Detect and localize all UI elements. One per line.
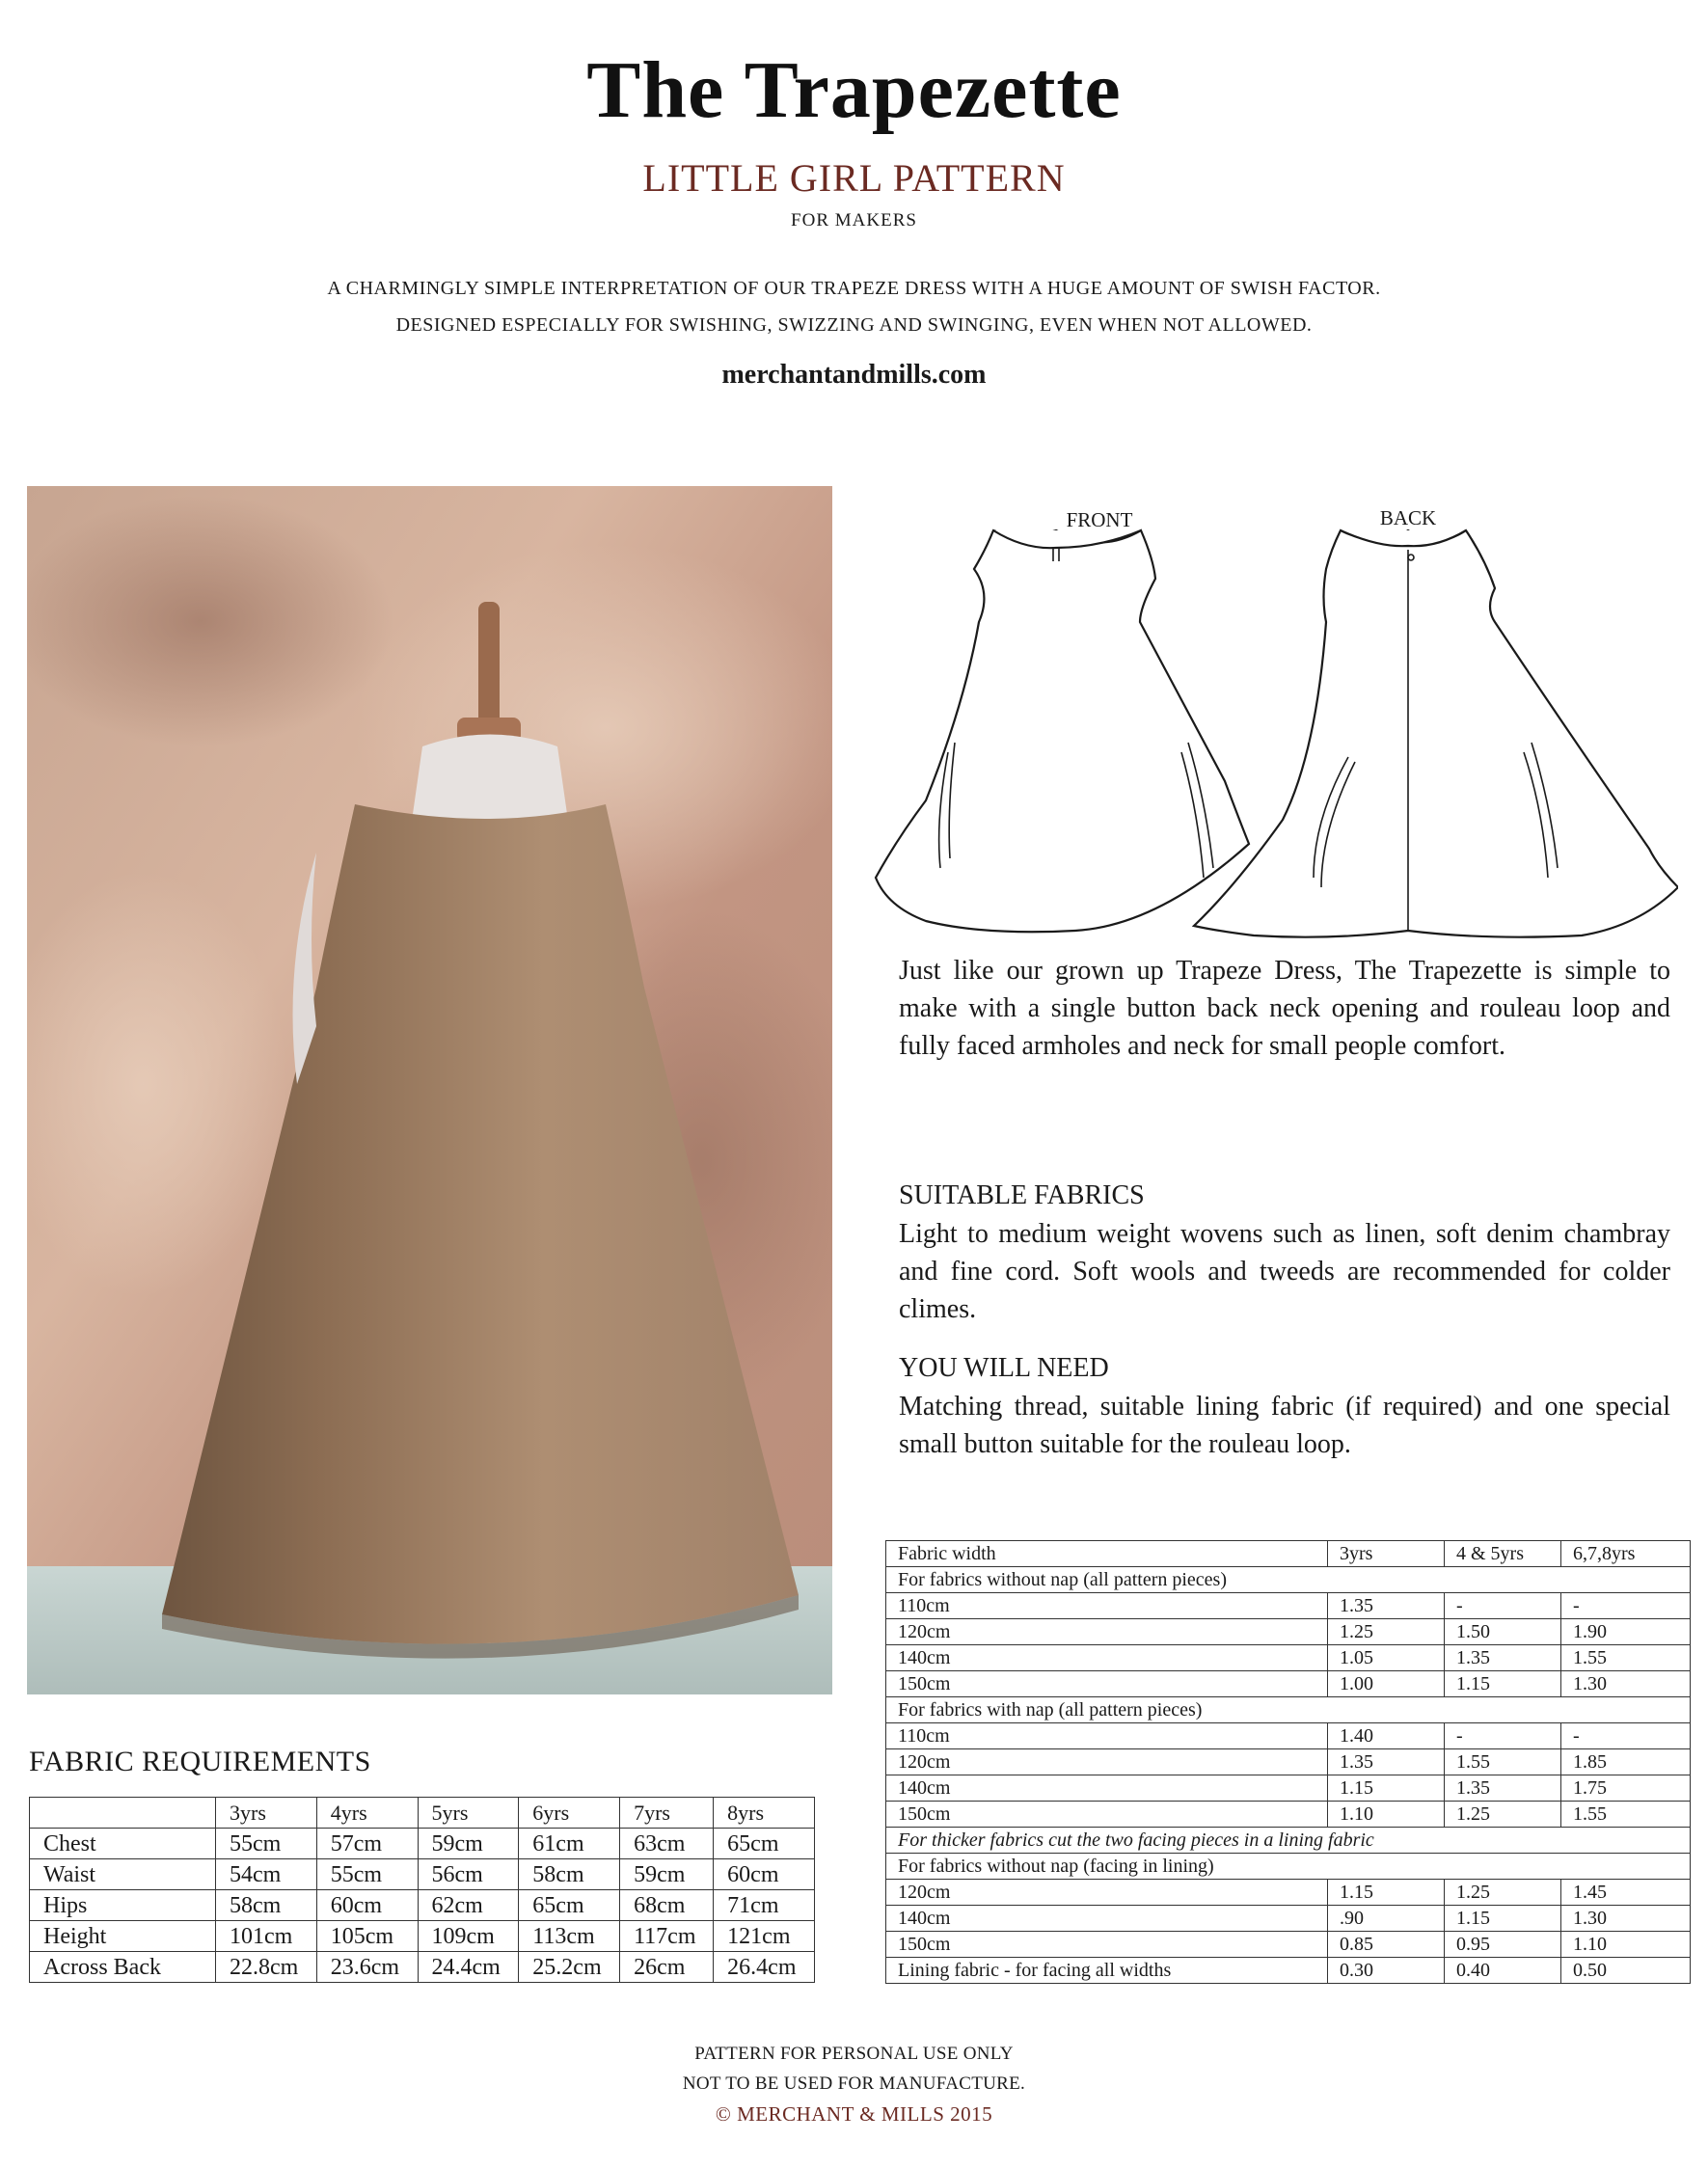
section-row [886,1697,1691,1723]
table-cell: 59cm [620,1859,714,1890]
table-row [30,1952,815,1983]
table-cell: 63cm [620,1829,714,1859]
tagline-line-1: A CHARMINGLY SIMPLE INTERPRETATION OF OUR TRAPEZE DRESS WITH A HUGE AMOUNT OF SWISH FACTOR. [327,278,1381,299]
table-cell: 1.00 [1328,1671,1445,1697]
table-cell: 24.4cm [418,1952,519,1983]
table-cell: 1.15 [1328,1775,1445,1802]
pattern-title: The Trapezette [586,45,1122,135]
header-cell: Fabric width [886,1541,1328,1567]
intro-paragraph: Just like our grown up Trapeze Dress, The Trapezette is simple to make with a single button back neck opening and rouleau loop and fully faced armholes and neck for small people comfort. [899,956,1670,1061]
header-cell: 4 & 5yrs [1445,1541,1561,1567]
table-cell: 68cm [620,1890,714,1921]
table-cell: 1.25 [1445,1880,1561,1906]
table-cell: 71cm [714,1890,815,1921]
table-cell: - [1445,1593,1561,1619]
section-row [886,1854,1691,1880]
table-cell: 120cm [886,1619,1328,1645]
table-cell: - [1561,1723,1691,1749]
table-cell: 1.10 [1328,1802,1445,1828]
table-cell: 150cm [886,1671,1328,1697]
table-row [30,1829,815,1859]
table-row [30,1890,815,1921]
table-cell: 55cm [216,1829,317,1859]
table-cell: 1.15 [1328,1880,1445,1906]
header-cell: 6yrs [519,1798,620,1829]
table-cell: 1.30 [1561,1906,1691,1932]
header-cell: 5yrs [418,1798,519,1829]
for-makers-label: FOR MAKERS [791,210,917,230]
header-cell: 4yrs [316,1798,418,1829]
you-will-need-heading: YOU WILL NEED [899,1353,1109,1383]
table-row [30,1859,815,1890]
suitable-fabrics-heading: SUITABLE FABRICS [899,1180,1145,1210]
table-cell: 1.50 [1445,1619,1561,1645]
table-cell: 1.15 [1445,1671,1561,1697]
table-cell: 1.45 [1561,1880,1691,1906]
table-cell: 1.40 [1328,1723,1445,1749]
table-cell: 0.95 [1445,1932,1561,1958]
table-row [30,1921,815,1952]
size-table [29,1797,815,1983]
section-label: For fabrics without nap (facing in lining) [886,1854,1691,1880]
table-cell: 105cm [316,1921,418,1952]
table-row [886,1723,1691,1749]
table-cell: 1.10 [1561,1932,1691,1958]
table-cell: 25.2cm [519,1952,620,1983]
pattern-subtitle: LITTLE GIRL PATTERN [642,156,1066,200]
table-cell: 1.85 [1561,1749,1691,1775]
size-table-header [30,1798,815,1829]
table-cell: 1.30 [1561,1671,1691,1697]
table-row [886,1645,1691,1671]
table-cell: 1.35 [1445,1775,1561,1802]
table-cell: .90 [1328,1906,1445,1932]
suitable-fabrics-text: Light to medium weight wovens such as linen, soft denim chambray and fine cord. Soft wools and tweeds are recommended for colder climes. [899,1219,1670,1324]
table-cell: 26.4cm [714,1952,815,1983]
fabric-width-table [885,1540,1691,1984]
row-label: Chest [30,1829,216,1859]
header-cell: 8yrs [714,1798,815,1829]
fabric-requirements-heading: FABRIC REQUIREMENTS [29,1746,371,1777]
table-cell: 61cm [519,1829,620,1859]
table-row [886,1593,1691,1619]
table-cell: 0.85 [1328,1932,1445,1958]
header-cell: 3yrs [216,1798,317,1829]
row-label: Height [30,1921,216,1952]
table-cell: 1.55 [1445,1749,1561,1775]
table-cell: 121cm [714,1921,815,1952]
back-label: BACK [1379,506,1437,529]
dress-photo-image [27,486,832,1694]
table-row [886,1802,1691,1828]
table-row [886,1775,1691,1802]
header-cell: 3yrs [1328,1541,1445,1567]
table-cell: 65cm [519,1890,620,1921]
header-cell: 7yrs [620,1798,714,1829]
table-cell: 1.55 [1561,1645,1691,1671]
table-cell: 60cm [316,1890,418,1921]
table-cell: 1.25 [1328,1619,1445,1645]
table-cell: 23.6cm [316,1952,418,1983]
row-label: Waist [30,1859,216,1890]
copyright-notice: © MERCHANT & MILLS 2015 [715,2102,993,2126]
table-row [886,1671,1691,1697]
flat-sketch [868,501,1678,945]
table-cell: 110cm [886,1723,1328,1749]
row-label: Hips [30,1890,216,1921]
table-cell: 59cm [418,1829,519,1859]
table-cell: 1.25 [1445,1802,1561,1828]
section-row [886,1567,1691,1593]
table-cell: 65cm [714,1829,815,1859]
website-link[interactable]: merchantandmills.com [721,360,987,390]
fabric-table-header [886,1541,1691,1567]
table-row [886,1958,1691,1984]
table-row [886,1906,1691,1932]
table-row [886,1749,1691,1775]
table-cell: 58cm [519,1859,620,1890]
table-cell: 150cm [886,1932,1328,1958]
table-row [886,1880,1691,1906]
you-will-need-text: Matching thread, suitable lining fabric (if required) and one special small button suitable for the rouleau loop. [899,1392,1670,1459]
table-cell: - [1561,1593,1691,1619]
note-row [886,1828,1691,1854]
table-cell: 56cm [418,1859,519,1890]
table-cell: 110cm [886,1593,1328,1619]
table-cell: 55cm [316,1859,418,1890]
section-label: For fabrics without nap (all pattern pieces) [886,1567,1691,1593]
section-label: For fabrics with nap (all pattern pieces) [886,1697,1691,1723]
table-cell: 0.50 [1561,1958,1691,1984]
table-cell: 1.35 [1445,1645,1561,1671]
table-cell: 113cm [519,1921,620,1952]
table-cell: 1.15 [1445,1906,1561,1932]
table-cell: 0.40 [1445,1958,1561,1984]
table-cell: 1.75 [1561,1775,1691,1802]
header-cell: 6,7,8yrs [1561,1541,1691,1567]
header-cell [30,1798,216,1829]
table-cell: 1.35 [1328,1593,1445,1619]
table-cell: 60cm [714,1859,815,1890]
table-cell: 57cm [316,1829,418,1859]
table-cell: 62cm [418,1890,519,1921]
table-cell: 120cm [886,1880,1328,1906]
table-cell: 117cm [620,1921,714,1952]
table-cell: - [1445,1723,1561,1749]
table-cell: 1.35 [1328,1749,1445,1775]
table-cell: 1.55 [1561,1802,1691,1828]
footer-personal-use: PATTERN FOR PERSONAL USE ONLY [694,2044,1014,2064]
table-cell: 58cm [216,1890,317,1921]
table-cell: Lining fabric - for facing all widths [886,1958,1328,1984]
table-cell: 26cm [620,1952,714,1983]
table-cell: 150cm [886,1802,1328,1828]
thicker-fabrics-note: For thicker fabrics cut the two facing pieces in a lining fabric [886,1828,1691,1854]
table-cell: 1.90 [1561,1619,1691,1645]
table-row [886,1619,1691,1645]
table-cell: 120cm [886,1749,1328,1775]
dress-photo [27,486,832,1694]
front-label: FRONT [1066,508,1133,531]
footer-no-manufacture: NOT TO BE USED FOR MANUFACTURE. [682,2073,1026,2094]
row-label: Across Back [30,1952,216,1983]
tagline-line-2: DESIGNED ESPECIALLY FOR SWISHING, SWIZZING AND SWINGING, EVEN WHEN NOT ALLOWED. [395,314,1313,336]
table-cell: 54cm [216,1859,317,1890]
table-cell: 140cm [886,1906,1328,1932]
table-cell: 140cm [886,1645,1328,1671]
table-cell: 109cm [418,1921,519,1952]
table-cell: 101cm [216,1921,317,1952]
table-cell: 22.8cm [216,1952,317,1983]
table-cell: 0.30 [1328,1958,1445,1984]
table-row [886,1932,1691,1958]
table-cell: 1.05 [1328,1645,1445,1671]
table-cell: 140cm [886,1775,1328,1802]
